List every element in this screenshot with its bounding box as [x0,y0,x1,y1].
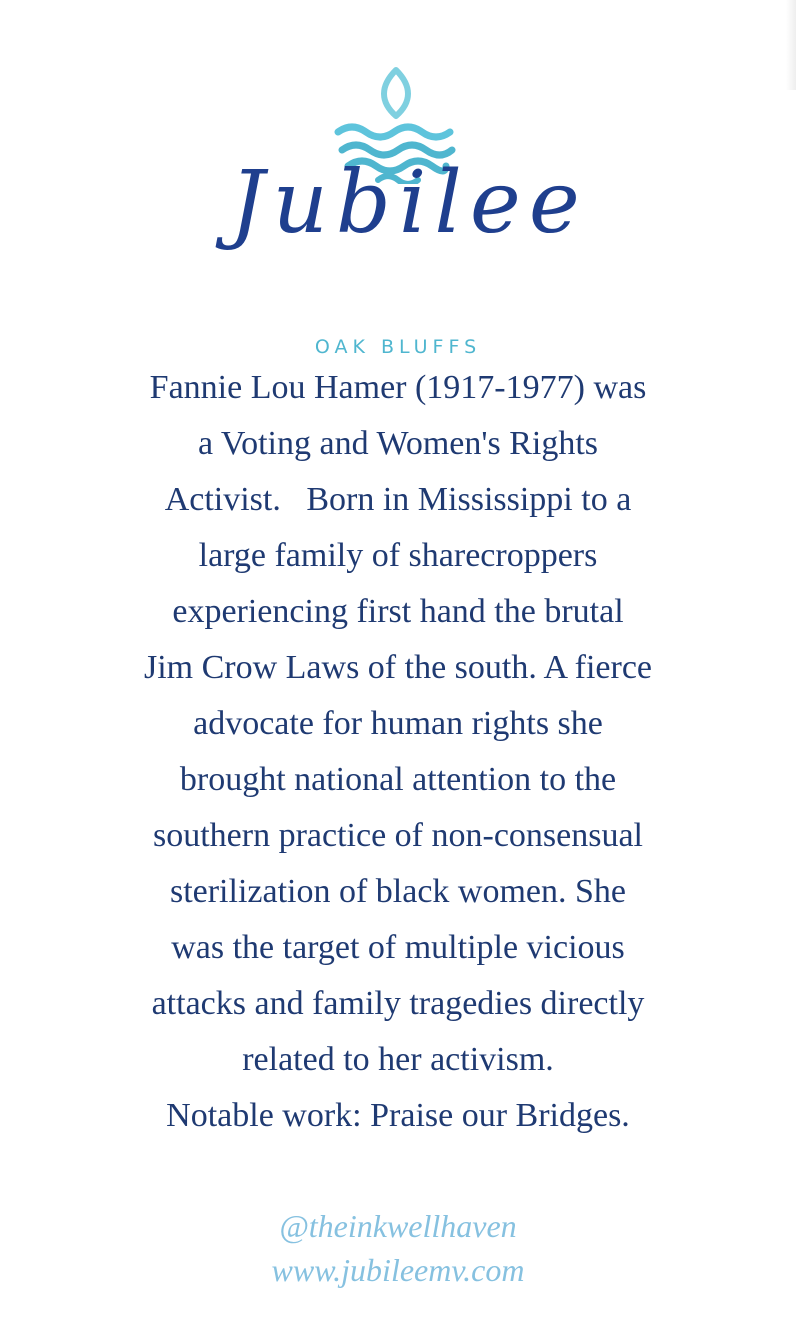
bio-line: southern practice of non-consensual [153,817,643,854]
bio-line: attacks and family tragedies directly [151,985,645,1022]
bio-line: brought national attention to the [179,761,617,798]
logo-script-text: Jubilee [230,153,588,253]
bio-line: Jim Crow Laws of the south. A fierce [143,649,653,686]
website-link[interactable]: www.jubileemv.com [271,1252,525,1288]
bio-line: Activist. Born in Mississippi to a [164,481,632,518]
bio-line: was the target of multiple vicious [171,929,625,966]
bio-line: large family of sharecroppers [198,537,598,574]
bio-line: advocate for human rights she [193,705,603,742]
bio-line: a Voting and Women's Rights [197,425,599,462]
bio-line: Fannie Lou Hamer (1917-1977) was [149,369,647,406]
bio-paragraph [60,360,736,1144]
bio-line: experiencing first hand the brutal [172,593,624,630]
bio-line: sterilization of black women. She [169,873,627,910]
page-edge-shadow [786,0,796,90]
jubilee-logo [230,64,588,358]
social-handle: @theinkwellhaven [279,1208,517,1244]
bio-line: related to her activism. [242,1041,554,1078]
logo-subtitle: OAK BLUFFS [314,336,482,358]
notable-work-line: Notable work: Praise our Bridges. [166,1097,630,1134]
